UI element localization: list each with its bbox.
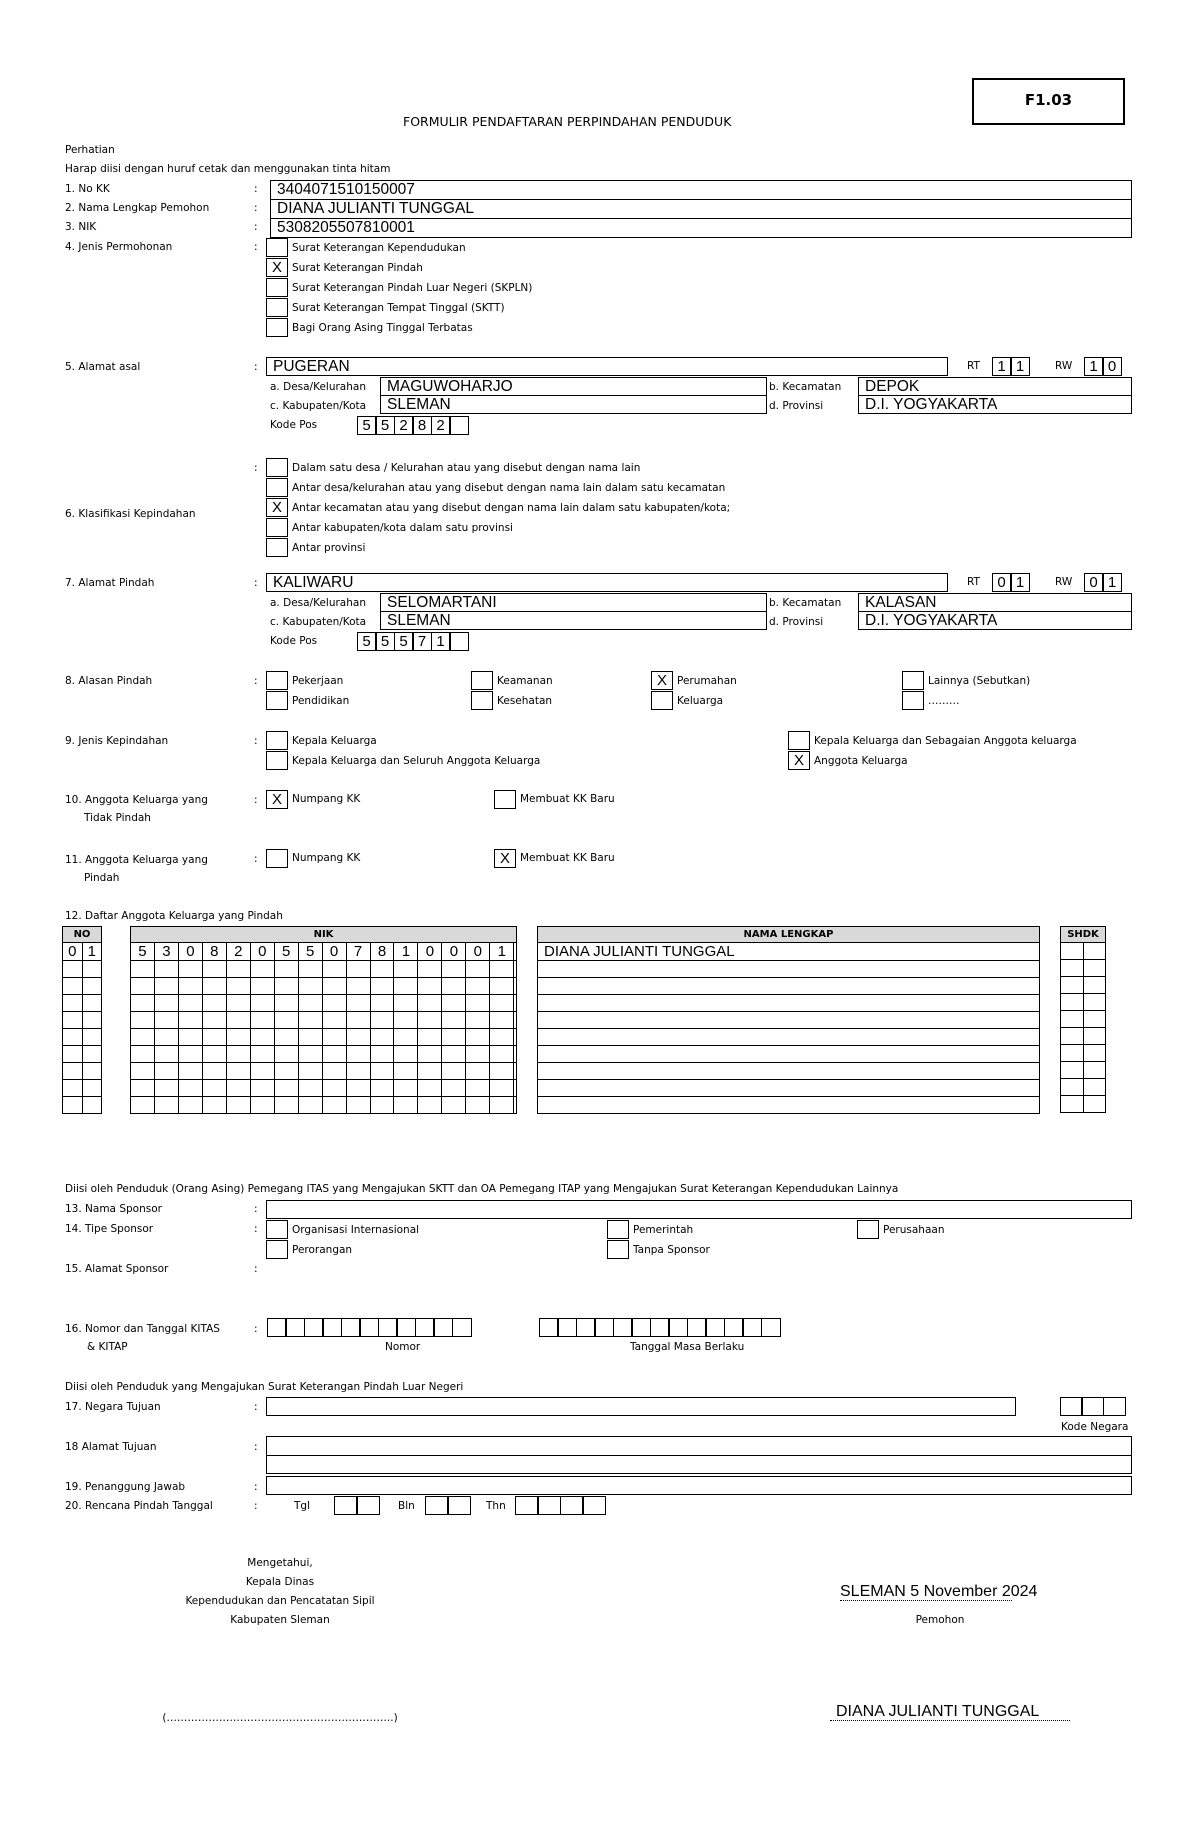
checkbox-tanpa-sponsor[interactable] xyxy=(607,1240,629,1259)
colon: : xyxy=(254,794,258,806)
option-label: Surat Keterangan Pindah xyxy=(292,262,423,274)
checkbox-klasifikasi-5[interactable] xyxy=(266,538,288,557)
sign-left-blank: (………………………………………………………..) xyxy=(162,1712,398,1724)
option-label: Pemerintah xyxy=(633,1224,694,1236)
nama-sponsor-field[interactable] xyxy=(266,1200,1132,1219)
cell[interactable]: 0 xyxy=(1102,357,1122,376)
option-label: Organisasi Internasional xyxy=(292,1224,420,1236)
option-label: Antar kabupaten/kota dalam satu provinsi xyxy=(292,522,513,534)
label-jenis-permohonan: 4. Jenis Permohonan xyxy=(65,241,173,253)
prov-label: d. Provinsi xyxy=(769,400,824,412)
col-nama-header: NAMA LENGKAP xyxy=(538,927,1040,943)
option-label: Kepala Keluarga dan Sebagaian Anggota keluarga xyxy=(814,735,1077,747)
label-rencana-pindah: 20. Rencana Pindah Tanggal xyxy=(65,1500,213,1512)
colon: : xyxy=(254,241,258,253)
cell[interactable]: 5 xyxy=(357,416,377,435)
nomor-label: Nomor xyxy=(385,1341,421,1353)
nama-cell[interactable]: DIANA JULIANTI TUNGGAL xyxy=(538,943,1040,961)
cell[interactable]: 5 xyxy=(298,943,322,961)
thn-label: Thn xyxy=(486,1500,506,1512)
label-alamat-asal: 5. Alamat asal xyxy=(65,361,141,373)
cell[interactable]: 2 xyxy=(394,416,414,435)
colon: : xyxy=(254,1263,258,1275)
cell[interactable]: 7 xyxy=(346,943,370,961)
label-anggota-pindah-2: Pindah xyxy=(84,872,120,884)
col-shdk-header: SHDK xyxy=(1061,927,1106,943)
rt-label: RT xyxy=(967,576,980,588)
label-anggota-tidak-pindah: 10. Anggota Keluarga yang xyxy=(65,794,208,806)
label-penanggung-jawab: 19. Penanggung Jawab xyxy=(65,1481,186,1493)
option-label: Kepala Keluarga xyxy=(292,735,377,747)
colon: : xyxy=(254,361,258,373)
cell[interactable]: 5 xyxy=(375,416,395,435)
colon: : xyxy=(254,1323,258,1335)
rt-pindah-cells[interactable] xyxy=(993,573,1030,592)
checkbox-kk-baru-10[interactable] xyxy=(494,790,516,809)
form-code: F1.03 xyxy=(1024,91,1073,109)
checkbox-lainnya-2[interactable] xyxy=(902,691,924,710)
kab-asal-field[interactable]: SLEMAN xyxy=(380,395,767,414)
colon: : xyxy=(254,1481,258,1493)
label-alamat-sponsor: 15. Alamat Sponsor xyxy=(65,1263,169,1275)
bln-cells[interactable] xyxy=(426,1496,471,1515)
col-no-header: NO xyxy=(63,927,102,943)
cell[interactable]: 5 xyxy=(274,943,298,961)
option-label: Membuat KK Baru xyxy=(520,852,615,864)
pos-asal-cells[interactable] xyxy=(358,416,469,435)
checkbox-perumahan[interactable]: X xyxy=(651,671,673,690)
checkbox-permohonan-1[interactable] xyxy=(266,238,288,257)
colon: : xyxy=(254,1441,258,1453)
colon: : xyxy=(254,1223,258,1235)
option-label: Tanpa Sponsor xyxy=(633,1244,710,1256)
asing-heading: Diisi oleh Penduduk (Orang Asing) Pemegang ITAS yang Mengajukan SKTT dan OA Pemegang ITAP yang Mengajukan Surat Keterangan Kependudukan Lainnya xyxy=(65,1183,899,1195)
colon: : xyxy=(254,462,258,474)
alamat-asal-field[interactable]: PUGERAN xyxy=(266,357,948,376)
colon: : xyxy=(254,183,258,195)
shdk-column-table[interactable] xyxy=(1060,926,1106,1113)
col-nik-header: NIK xyxy=(131,927,517,943)
colon: : xyxy=(254,577,258,589)
label-jenis-kepindahan: 9. Jenis Kepindahan xyxy=(65,735,169,747)
desa-asal-field[interactable]: MAGUWOHARJO xyxy=(380,377,767,396)
lainnya-dots: ……… xyxy=(928,695,960,707)
label-anggota-pindah: 11. Anggota Keluarga yang xyxy=(65,854,208,866)
option-label: Lainnya (Sebutkan) xyxy=(928,675,1031,687)
form-title: FORMULIR PENDAFTARAN PERPINDAHAN PENDUDUK xyxy=(403,114,732,129)
label-tipe-sponsor: 14. Tipe Sponsor xyxy=(65,1223,154,1235)
cell[interactable]: 7 xyxy=(412,632,432,651)
label-alamat-tujuan: 18 Alamat Tujuan xyxy=(65,1441,157,1453)
option-label: Surat Keterangan Tempat Tinggal (SKTT) xyxy=(292,302,505,314)
option-label: Surat Keterangan Kependudukan xyxy=(292,242,466,254)
checkbox-organisasi[interactable] xyxy=(266,1220,288,1239)
alamat-pindah-field[interactable]: KALIWARU xyxy=(266,573,948,592)
option-label: Keamanan xyxy=(497,675,553,687)
checkbox-klasifikasi-1[interactable] xyxy=(266,458,288,477)
option-label: Membuat KK Baru xyxy=(520,793,615,805)
cell[interactable]: 1 xyxy=(1010,357,1030,376)
colon: : xyxy=(254,1500,258,1512)
thn-cells[interactable] xyxy=(516,1496,606,1515)
notice-text: Harap diisi dengan huruf cetak dan menggunakan tinta hitam xyxy=(65,163,391,175)
label-no-kk: 1. No KK xyxy=(65,183,110,195)
cell[interactable]: 5 xyxy=(131,943,155,961)
cell[interactable] xyxy=(1083,943,1106,960)
cell[interactable]: 8 xyxy=(370,943,394,961)
label-nama-sponsor: 13. Nama Sponsor xyxy=(65,1203,162,1215)
desa-pindah-field[interactable]: SELOMARTANI xyxy=(380,593,767,612)
cell[interactable]: 0 xyxy=(1084,573,1104,592)
option-label: Kesehatan xyxy=(497,695,553,707)
checkbox-keamanan[interactable] xyxy=(471,671,493,690)
checkbox-pekerjaan[interactable] xyxy=(266,671,288,690)
rw-label: RW xyxy=(1055,576,1073,588)
label-kitap: & KITAP xyxy=(87,1341,128,1353)
kab-label: c. Kabupaten/Kota xyxy=(270,616,367,628)
option-label: Kepala Keluarga dan Seluruh Anggota Keluarga xyxy=(292,755,541,767)
checkbox-numpang-kk-10[interactable]: X xyxy=(266,790,288,809)
sign-left-l4: Kabupaten Sleman xyxy=(230,1614,330,1626)
option-label: Perumahan xyxy=(677,675,737,687)
label-negara-tujuan: 17. Negara Tujuan xyxy=(65,1401,161,1413)
cell[interactable]: 3 xyxy=(154,943,178,961)
cell[interactable]: 1 xyxy=(1010,573,1030,592)
cell[interactable]: 1 xyxy=(82,943,102,961)
checkbox-perorangan[interactable] xyxy=(266,1240,288,1259)
label-daftar-anggota: 12. Daftar Anggota Keluarga yang Pindah xyxy=(65,910,283,922)
kec-label: b. Kecamatan xyxy=(769,597,842,609)
cell[interactable]: 0 xyxy=(322,943,346,961)
label-kitas: 16. Nomor dan Tanggal KITAS xyxy=(65,1323,220,1335)
option-label: Numpang KK xyxy=(292,852,361,864)
place-date: SLEMAN 5 November 2024 xyxy=(840,1583,1038,1600)
checkbox-permohonan-2[interactable]: X xyxy=(266,258,288,277)
cell[interactable]: 5 xyxy=(375,632,395,651)
checkbox-pemerintah[interactable] xyxy=(607,1220,629,1239)
no-kk-field[interactable]: 3404071510150007 xyxy=(270,180,1132,200)
label-nik: 3. NIK xyxy=(65,221,97,233)
checkbox-perusahaan[interactable] xyxy=(857,1220,879,1239)
option-label: Dalam satu desa / Kelurahan atau yang disebut dengan nama lain xyxy=(292,462,641,474)
cell[interactable]: 1 xyxy=(992,357,1012,376)
checkbox-kk-seluruh[interactable] xyxy=(266,751,288,770)
place-date-line xyxy=(840,1600,1012,1601)
checkbox-kepala-keluarga[interactable] xyxy=(266,731,288,750)
notice-heading: Perhatian xyxy=(65,144,115,156)
colon: : xyxy=(254,675,258,687)
checkbox-permohonan-4[interactable] xyxy=(266,298,288,317)
cell[interactable]: 1 xyxy=(490,943,514,961)
desa-label: a. Desa/Kelurahan xyxy=(270,381,366,393)
checkbox-kk-baru-11[interactable]: X xyxy=(494,849,516,868)
bln-label: Bln xyxy=(398,1500,415,1512)
checkbox-anggota-keluarga[interactable]: X xyxy=(788,751,810,770)
cell[interactable]: 0 xyxy=(250,943,274,961)
cell[interactable] xyxy=(514,943,517,961)
label-nama-pemohon: 2. Nama Lengkap Pemohon xyxy=(65,202,210,214)
label-klasifikasi: 6. Klasifikasi Kepindahan xyxy=(65,508,196,520)
option-label: Perusahaan xyxy=(883,1224,945,1236)
nama-column-table[interactable] xyxy=(537,926,1040,1114)
kab-label: c. Kabupaten/Kota xyxy=(270,400,367,412)
sign-left-l1: Mengetahui, xyxy=(247,1557,313,1569)
label-alamat-pindah: 7. Alamat Pindah xyxy=(65,577,155,589)
checkbox-numpang-kk-11[interactable] xyxy=(266,849,288,868)
kec-label: b. Kecamatan xyxy=(769,381,842,393)
cell[interactable] xyxy=(449,632,469,651)
cell[interactable]: 2 xyxy=(226,943,250,961)
tanggal-label: Tanggal Masa Berlaku xyxy=(630,1341,745,1353)
pos-pindah-cells[interactable] xyxy=(358,632,469,651)
sign-left-l3: Kependudukan dan Pencatatan Sipil xyxy=(185,1595,375,1607)
prov-pindah-field[interactable]: D.I. YOGYAKARTA xyxy=(858,611,1132,630)
nik-column-table[interactable] xyxy=(130,926,517,1114)
pemohon-name: DIANA JULIANTI TUNGGAL xyxy=(836,1703,1040,1720)
desa-label: a. Desa/Kelurahan xyxy=(270,597,366,609)
option-label: Numpang KK xyxy=(292,793,361,805)
colon: : xyxy=(254,1203,258,1215)
option-label: Antar kecamatan atau yang disebut dengan nama lain dalam satu kabupaten/kota; xyxy=(292,502,731,514)
option-label: Surat Keterangan Pindah Luar Negeri (SKPLN) xyxy=(292,282,533,294)
cell[interactable]: 2 xyxy=(431,416,451,435)
cell[interactable]: 1 xyxy=(1102,573,1122,592)
rw-asal-cells[interactable] xyxy=(1085,357,1122,376)
checkbox-lainnya[interactable] xyxy=(902,671,924,690)
rt-asal-cells[interactable] xyxy=(993,357,1030,376)
option-label: Keluarga xyxy=(677,695,724,707)
cell[interactable]: 5 xyxy=(357,632,377,651)
cell[interactable]: 1 xyxy=(1084,357,1104,376)
cell[interactable]: 0 xyxy=(466,943,490,961)
checkbox-kesehatan[interactable] xyxy=(471,691,493,710)
prov-asal-field[interactable]: D.I. YOGYAKARTA xyxy=(858,395,1132,414)
nomor-kitas-cells[interactable] xyxy=(268,1318,472,1337)
label-anggota-tidak-pindah-2: Tidak Pindah xyxy=(84,812,151,824)
colon: : xyxy=(254,1401,258,1413)
kode-negara-label: Kode Negara xyxy=(1061,1421,1129,1433)
cell[interactable]: 0 xyxy=(442,943,466,961)
pos-label: Kode Pos xyxy=(270,419,318,431)
kode-negara-cells[interactable] xyxy=(1061,1397,1126,1416)
tanggal-kitas-cells[interactable] xyxy=(540,1318,781,1337)
checkbox-permohonan-5[interactable] xyxy=(266,318,288,337)
option-label: Pekerjaan xyxy=(292,675,344,687)
rt-label: RT xyxy=(967,360,980,372)
penanggung-jawab-field[interactable] xyxy=(266,1476,1132,1495)
no-column-table[interactable] xyxy=(62,926,102,1114)
negara-tujuan-field[interactable] xyxy=(266,1397,1016,1416)
cell[interactable]: 0 xyxy=(178,943,202,961)
option-label: Pendidikan xyxy=(292,695,350,707)
colon: : xyxy=(254,202,258,214)
luar-heading: Diisi oleh Penduduk yang Mengajukan Surat Keterangan Pindah Luar Negeri xyxy=(65,1381,464,1393)
cell[interactable]: 8 xyxy=(412,416,432,435)
cell[interactable] xyxy=(1061,943,1084,960)
cell[interactable]: 5 xyxy=(394,632,414,651)
sign-left-l2: Kepala Dinas xyxy=(245,1576,315,1588)
label-alasan-pindah: 8. Alasan Pindah xyxy=(65,675,153,687)
option-label: Antar provinsi xyxy=(292,542,366,554)
nik-field[interactable]: 5308205507810001 xyxy=(270,218,1132,238)
cell[interactable]: 1 xyxy=(394,943,418,961)
checkbox-klasifikasi-3[interactable]: X xyxy=(266,498,288,517)
checkbox-klasifikasi-4[interactable] xyxy=(266,518,288,537)
pemohon-name-line xyxy=(830,1720,1070,1721)
rw-label: RW xyxy=(1055,360,1073,372)
colon: : xyxy=(254,221,258,233)
tgl-cells[interactable] xyxy=(335,1496,380,1515)
cell[interactable] xyxy=(449,416,469,435)
checkbox-keluarga[interactable] xyxy=(651,691,673,710)
cell[interactable]: 1 xyxy=(431,632,451,651)
tgl-label: Tgl xyxy=(294,1500,310,1512)
nama-pemohon-field[interactable]: DIANA JULIANTI TUNGGAL xyxy=(270,199,1132,219)
cell[interactable]: 0 xyxy=(63,943,83,961)
kab-pindah-field[interactable]: SLEMAN xyxy=(380,611,767,630)
option-label: Perorangan xyxy=(292,1244,353,1256)
checkbox-kk-sebagian[interactable] xyxy=(788,731,810,750)
option-label: Antar desa/kelurahan atau yang disebut dengan nama lain dalam satu kecamatan xyxy=(292,482,726,494)
pos-label: Kode Pos xyxy=(270,635,318,647)
cell[interactable]: 8 xyxy=(202,943,226,961)
option-label: Bagi Orang Asing Tinggal Terbatas xyxy=(292,322,473,334)
cell[interactable]: 0 xyxy=(992,573,1012,592)
option-label: Anggota Keluarga xyxy=(814,755,908,767)
checkbox-klasifikasi-2[interactable] xyxy=(266,478,288,497)
colon: : xyxy=(254,853,258,865)
pemohon-label: Pemohon xyxy=(915,1614,965,1626)
divider xyxy=(266,1455,1132,1456)
prov-label: d. Provinsi xyxy=(769,616,824,628)
colon: : xyxy=(254,735,258,747)
rw-pindah-cells[interactable] xyxy=(1085,573,1122,592)
checkbox-pendidikan[interactable] xyxy=(266,691,288,710)
cell[interactable]: 0 xyxy=(418,943,442,961)
kec-asal-field[interactable]: DEPOK xyxy=(858,377,1132,396)
checkbox-permohonan-3[interactable] xyxy=(266,278,288,297)
kec-pindah-field[interactable]: KALASAN xyxy=(858,593,1132,612)
